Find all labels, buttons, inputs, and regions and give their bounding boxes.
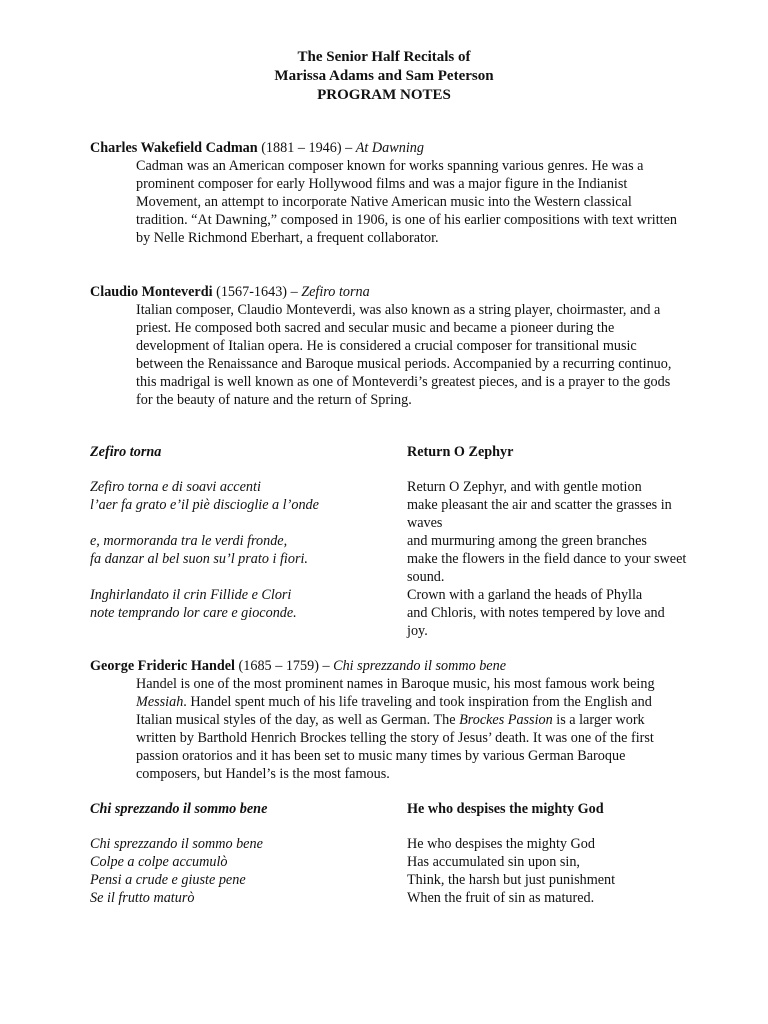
lyric-line-italian: e, mormoranda tra le verdi fronde, xyxy=(90,533,288,549)
lyrics-title-english: He who despises the mighty God xyxy=(407,801,604,817)
lyrics-title-italian: Zefiro torna xyxy=(90,444,162,460)
lyric-line-english: When the fruit of sin as matured. xyxy=(407,890,595,906)
work-title: Zefiro torna xyxy=(301,284,370,300)
lyric-line-english: Has accumulated sin upon sin, xyxy=(407,854,580,870)
lyric-line-english: Crown with a garland the heads of Phylla xyxy=(407,587,643,603)
work-brockes-passion: Brockes Passion xyxy=(459,712,553,728)
handel-note xyxy=(136,675,681,783)
lyric-line-italian: Chi sprezzando il sommo bene xyxy=(90,836,263,852)
handel-heading xyxy=(90,657,690,675)
lyric-line-italian: note temprando lor care e gioconde. xyxy=(90,605,297,621)
lyric-line-english: He who despises the mighty God xyxy=(407,836,595,852)
lyric-line-italian: Zefiro torna e di soavi accenti xyxy=(90,479,261,495)
lyric-line-english: Think, the harsh but just punishment xyxy=(407,872,616,888)
work-title: Chi sprezzando il sommo bene xyxy=(333,658,507,674)
cadman-note: Cadman was an American composer known for works spanning various genres. He was a prominent composer for early Hollywood films and was a major figure in the Indianist Movement, an attempt to incorporate Native American music into the Western classical tradition. “At Dawning,” composed in 1906, is one of his earlier compositions with text written by Nelle Richmond Eberhart, a frequent collaborator. xyxy=(136,158,677,246)
composer-name: Charles Wakefield Cadman xyxy=(90,140,258,156)
composer-name: George Frideric Handel xyxy=(90,658,235,674)
composer-dates: (1685 – 1759) – xyxy=(235,658,334,674)
lyric-line-english: Return O Zephyr, and with gentle motion xyxy=(407,479,642,495)
note-text: . Handel spent much of his life traveling and took inspiration from the English and Italian musical styles of the day, as well as German. The xyxy=(136,694,652,728)
work-messiah: Messiah xyxy=(136,694,184,710)
lyrics-title-italian: Chi sprezzando il sommo bene xyxy=(90,801,268,817)
cadman-heading xyxy=(90,139,690,157)
program-notes-heading: PROGRAM NOTES xyxy=(317,87,451,103)
lyric-line-english: make pleasant the air and scatter the grasses in waves xyxy=(407,497,672,531)
lyric-line-english: make the flowers in the field dance to your sweet sound. xyxy=(407,551,687,585)
monteverdi-note: Italian composer, Claudio Monteverdi, was also known as a string player, choirmaster, and a priest. He composed both sacred and secular music and became a pioneer during the development of Italian opera. He is considered a crucial composer for transitional music between the Renaissance and Baroque musical periods. Accompanied by a recurring continuo, this madrigal is well known as one of Monteverdi’s greatest pieces, and is a prayer to the gods for the beauty of nature and the return of Spring. xyxy=(136,302,672,408)
lyric-line-italian: l’aer fa grato e’il piè discioglie a l’onde xyxy=(90,497,319,513)
note-text: is a larger work written by Barthold Henrich Brockes telling the story of Jesus’ death. It was one of the first passion oratorios and it has been set to music many times by various German Baroque composers, but Handel’s is the most famous. xyxy=(136,712,654,782)
monteverdi-heading xyxy=(90,283,690,301)
lyric-line-english: and murmuring among the green branches xyxy=(407,533,647,549)
note-text: Handel is one of the most prominent names in Baroque music, his most famous work being xyxy=(136,676,655,692)
lyric-line-italian: Inghirlandato il crin Fillide e Clori xyxy=(90,587,292,603)
lyric-line-italian: Colpe a colpe accumulò xyxy=(90,854,228,870)
lyrics-title-english: Return O Zephyr xyxy=(407,444,514,460)
performers-line: Marissa Adams and Sam Peterson xyxy=(274,68,494,84)
work-title: At Dawning xyxy=(355,140,424,156)
lyric-line-italian: Se il frutto maturò xyxy=(90,890,195,906)
lyric-line-italian: fa danzar al bel suon su’l prato i fiori. xyxy=(90,551,308,567)
recital-title: The Senior Half Recitals of xyxy=(297,49,471,65)
composer-dates: (1881 – 1946) – xyxy=(257,140,356,156)
composer-dates: (1567-1643) – xyxy=(212,284,302,300)
lyric-line-italian: Pensi a crude e giuste pene xyxy=(90,872,246,888)
lyric-line-english: and Chloris, with notes tempered by love and joy. xyxy=(407,605,665,639)
composer-name: Claudio Monteverdi xyxy=(90,284,213,300)
